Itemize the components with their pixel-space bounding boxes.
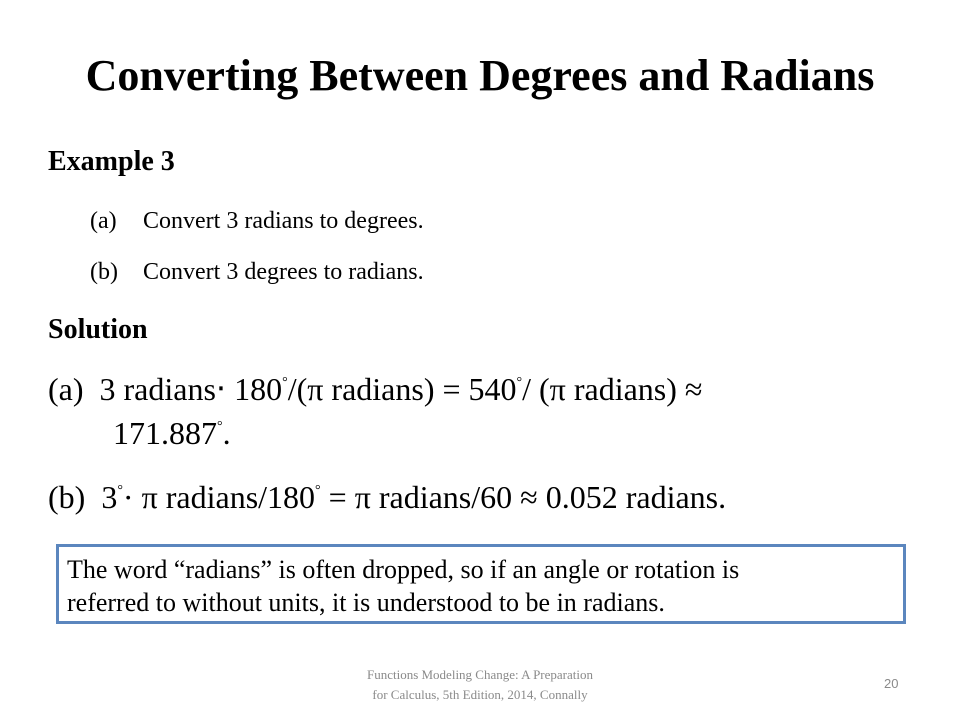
- answer-a-result: 171.887: [113, 415, 217, 451]
- page-number: 20: [884, 676, 899, 691]
- footer-line-2: for Calculus, 5th Edition, 2014, Connally: [372, 687, 588, 702]
- degree-symbol: °: [516, 375, 523, 390]
- example-heading: Example 3: [48, 146, 175, 177]
- answer-a-part3: / (π radians) ≈: [522, 371, 703, 407]
- solution-heading: Solution: [48, 314, 148, 345]
- answer-a-end: .: [222, 415, 231, 451]
- task-b-marker: (b): [90, 259, 118, 285]
- answer-b-marker: (b): [48, 479, 86, 515]
- degree-symbol: °: [217, 419, 223, 434]
- degree-symbol: °: [315, 483, 321, 498]
- answer-a-part2: /(π radians) = 540: [287, 371, 517, 407]
- footer-citation: [300, 665, 660, 705]
- answer-a: [48, 368, 702, 410]
- degree-symbol: °: [282, 375, 288, 390]
- task-a-marker: (a): [90, 208, 117, 234]
- task-b: [90, 256, 424, 288]
- task-a-text: Convert 3 radians to degrees.: [143, 208, 424, 234]
- task-a: [90, 205, 424, 237]
- note-line-1: The word “radians” is often dropped, so if an angle or rotation is: [67, 555, 740, 584]
- answer-b: [48, 476, 726, 518]
- task-b-text: Convert 3 degrees to radians.: [143, 259, 424, 285]
- answer-b-part3: = π radians/60 ≈ 0.052 radians.: [320, 479, 727, 515]
- answer-b-part1: 3: [101, 479, 118, 515]
- footer-line-1: Functions Modeling Change: A Preparation: [366, 667, 594, 682]
- answer-a-continuation: [113, 412, 231, 454]
- degree-symbol: °: [117, 483, 123, 498]
- answer-a-marker: (a): [48, 371, 84, 407]
- slide-title: Converting Between Degrees and Radians: [85, 51, 875, 100]
- note-box: [56, 544, 906, 624]
- note-line-2: referred to without units, it is understood to be in radians.: [67, 588, 665, 617]
- answer-b-part2: · π radians/180: [122, 479, 316, 515]
- answer-a-part1: 3 radians‧ 180: [99, 371, 283, 407]
